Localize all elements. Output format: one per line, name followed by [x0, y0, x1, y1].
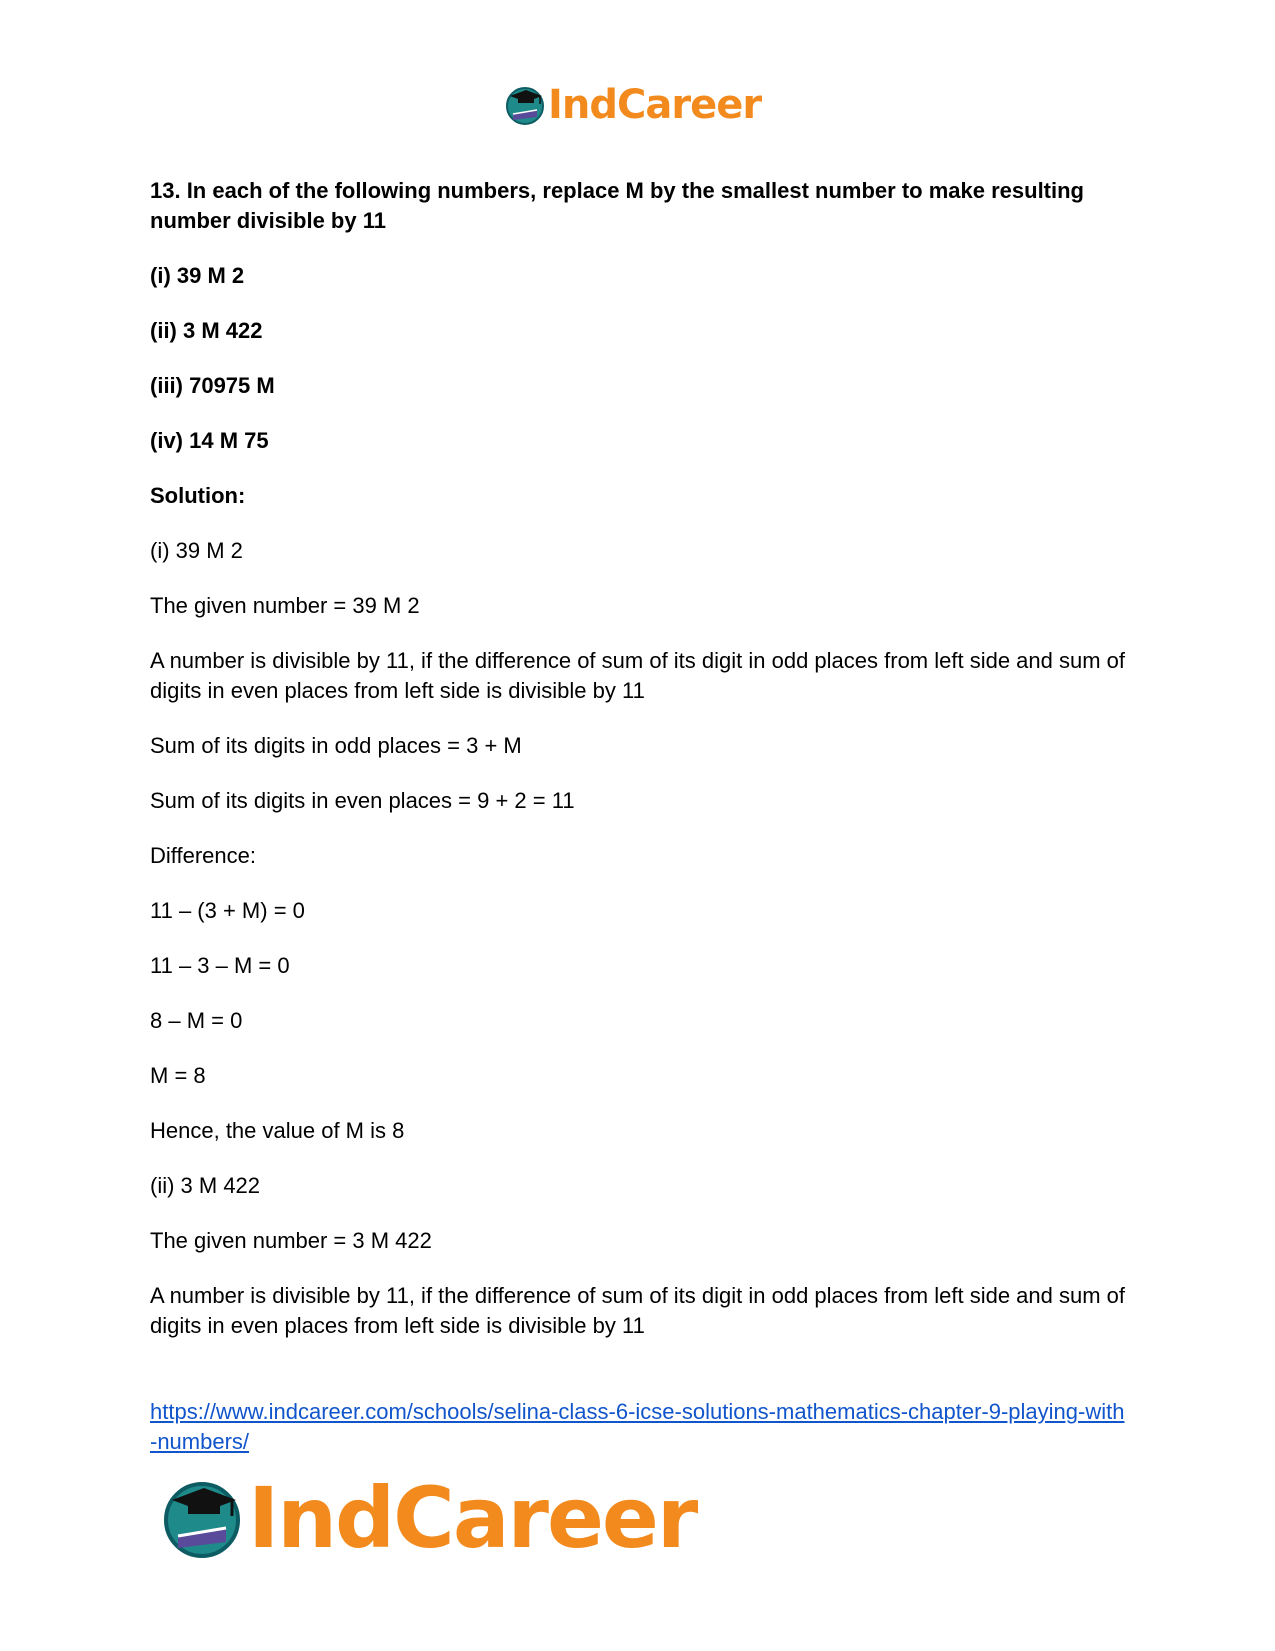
- solution-line: A number is divisible by 11, if the difference of sum of its digit in odd places from left side and sum of digits in even places from left side is divisible by 11: [150, 648, 1126, 703]
- solution-line: The given number = 3 M 422: [150, 1228, 432, 1253]
- source-link[interactable]: https://www.indcareer.com/schools/selina-class-6-icse-solutions-mathematics-chapter-9-playing-with-numbers/: [150, 1399, 1125, 1454]
- footer-logo: [160, 1468, 696, 1568]
- solution-line: 11 – 3 – M = 0: [150, 953, 290, 978]
- solution-line: (ii) 3 M 422: [150, 1173, 261, 1198]
- solution-line: Difference:: [150, 843, 256, 868]
- solution-line: Sum of its digits in odd places = 3 + M: [150, 733, 522, 758]
- question-part: (iv) 14 M 75: [150, 428, 269, 453]
- solution-line: M = 8: [150, 1063, 206, 1088]
- question-title: 13. In each of the following numbers, replace M by the smallest number to make resulting number divisible by 11: [150, 178, 1084, 233]
- solution-line: Hence, the value of M is 8: [150, 1118, 405, 1143]
- graduation-cap-globe-icon: [504, 84, 546, 126]
- question-part: (iii) 70975 M: [150, 373, 275, 398]
- solution-line: (i) 39 M 2: [150, 538, 243, 563]
- graduation-cap-globe-icon: [160, 1476, 244, 1560]
- solution-line: 8 – M = 0: [150, 1008, 243, 1033]
- question-part: (ii) 3 M 422: [150, 318, 263, 343]
- question-part: (i) 39 M 2: [150, 263, 245, 288]
- solution-line: A number is divisible by 11, if the difference of sum of its digit in odd places from left side and sum of digits in even places from left side is divisible by 11: [150, 1283, 1126, 1338]
- logo-wordmark: IndCareer: [248, 1469, 697, 1567]
- solution-line: 11 – (3 + M) = 0: [150, 898, 305, 923]
- solution-heading: Solution:: [150, 483, 246, 508]
- document-body: [150, 176, 1130, 1366]
- logo-wordmark: IndCareer: [548, 82, 762, 128]
- header-logo: [504, 80, 761, 130]
- solution-line: Sum of its digits in even places = 9 + 2 = 11: [150, 788, 575, 813]
- solution-line: The given number = 39 M 2: [150, 593, 420, 618]
